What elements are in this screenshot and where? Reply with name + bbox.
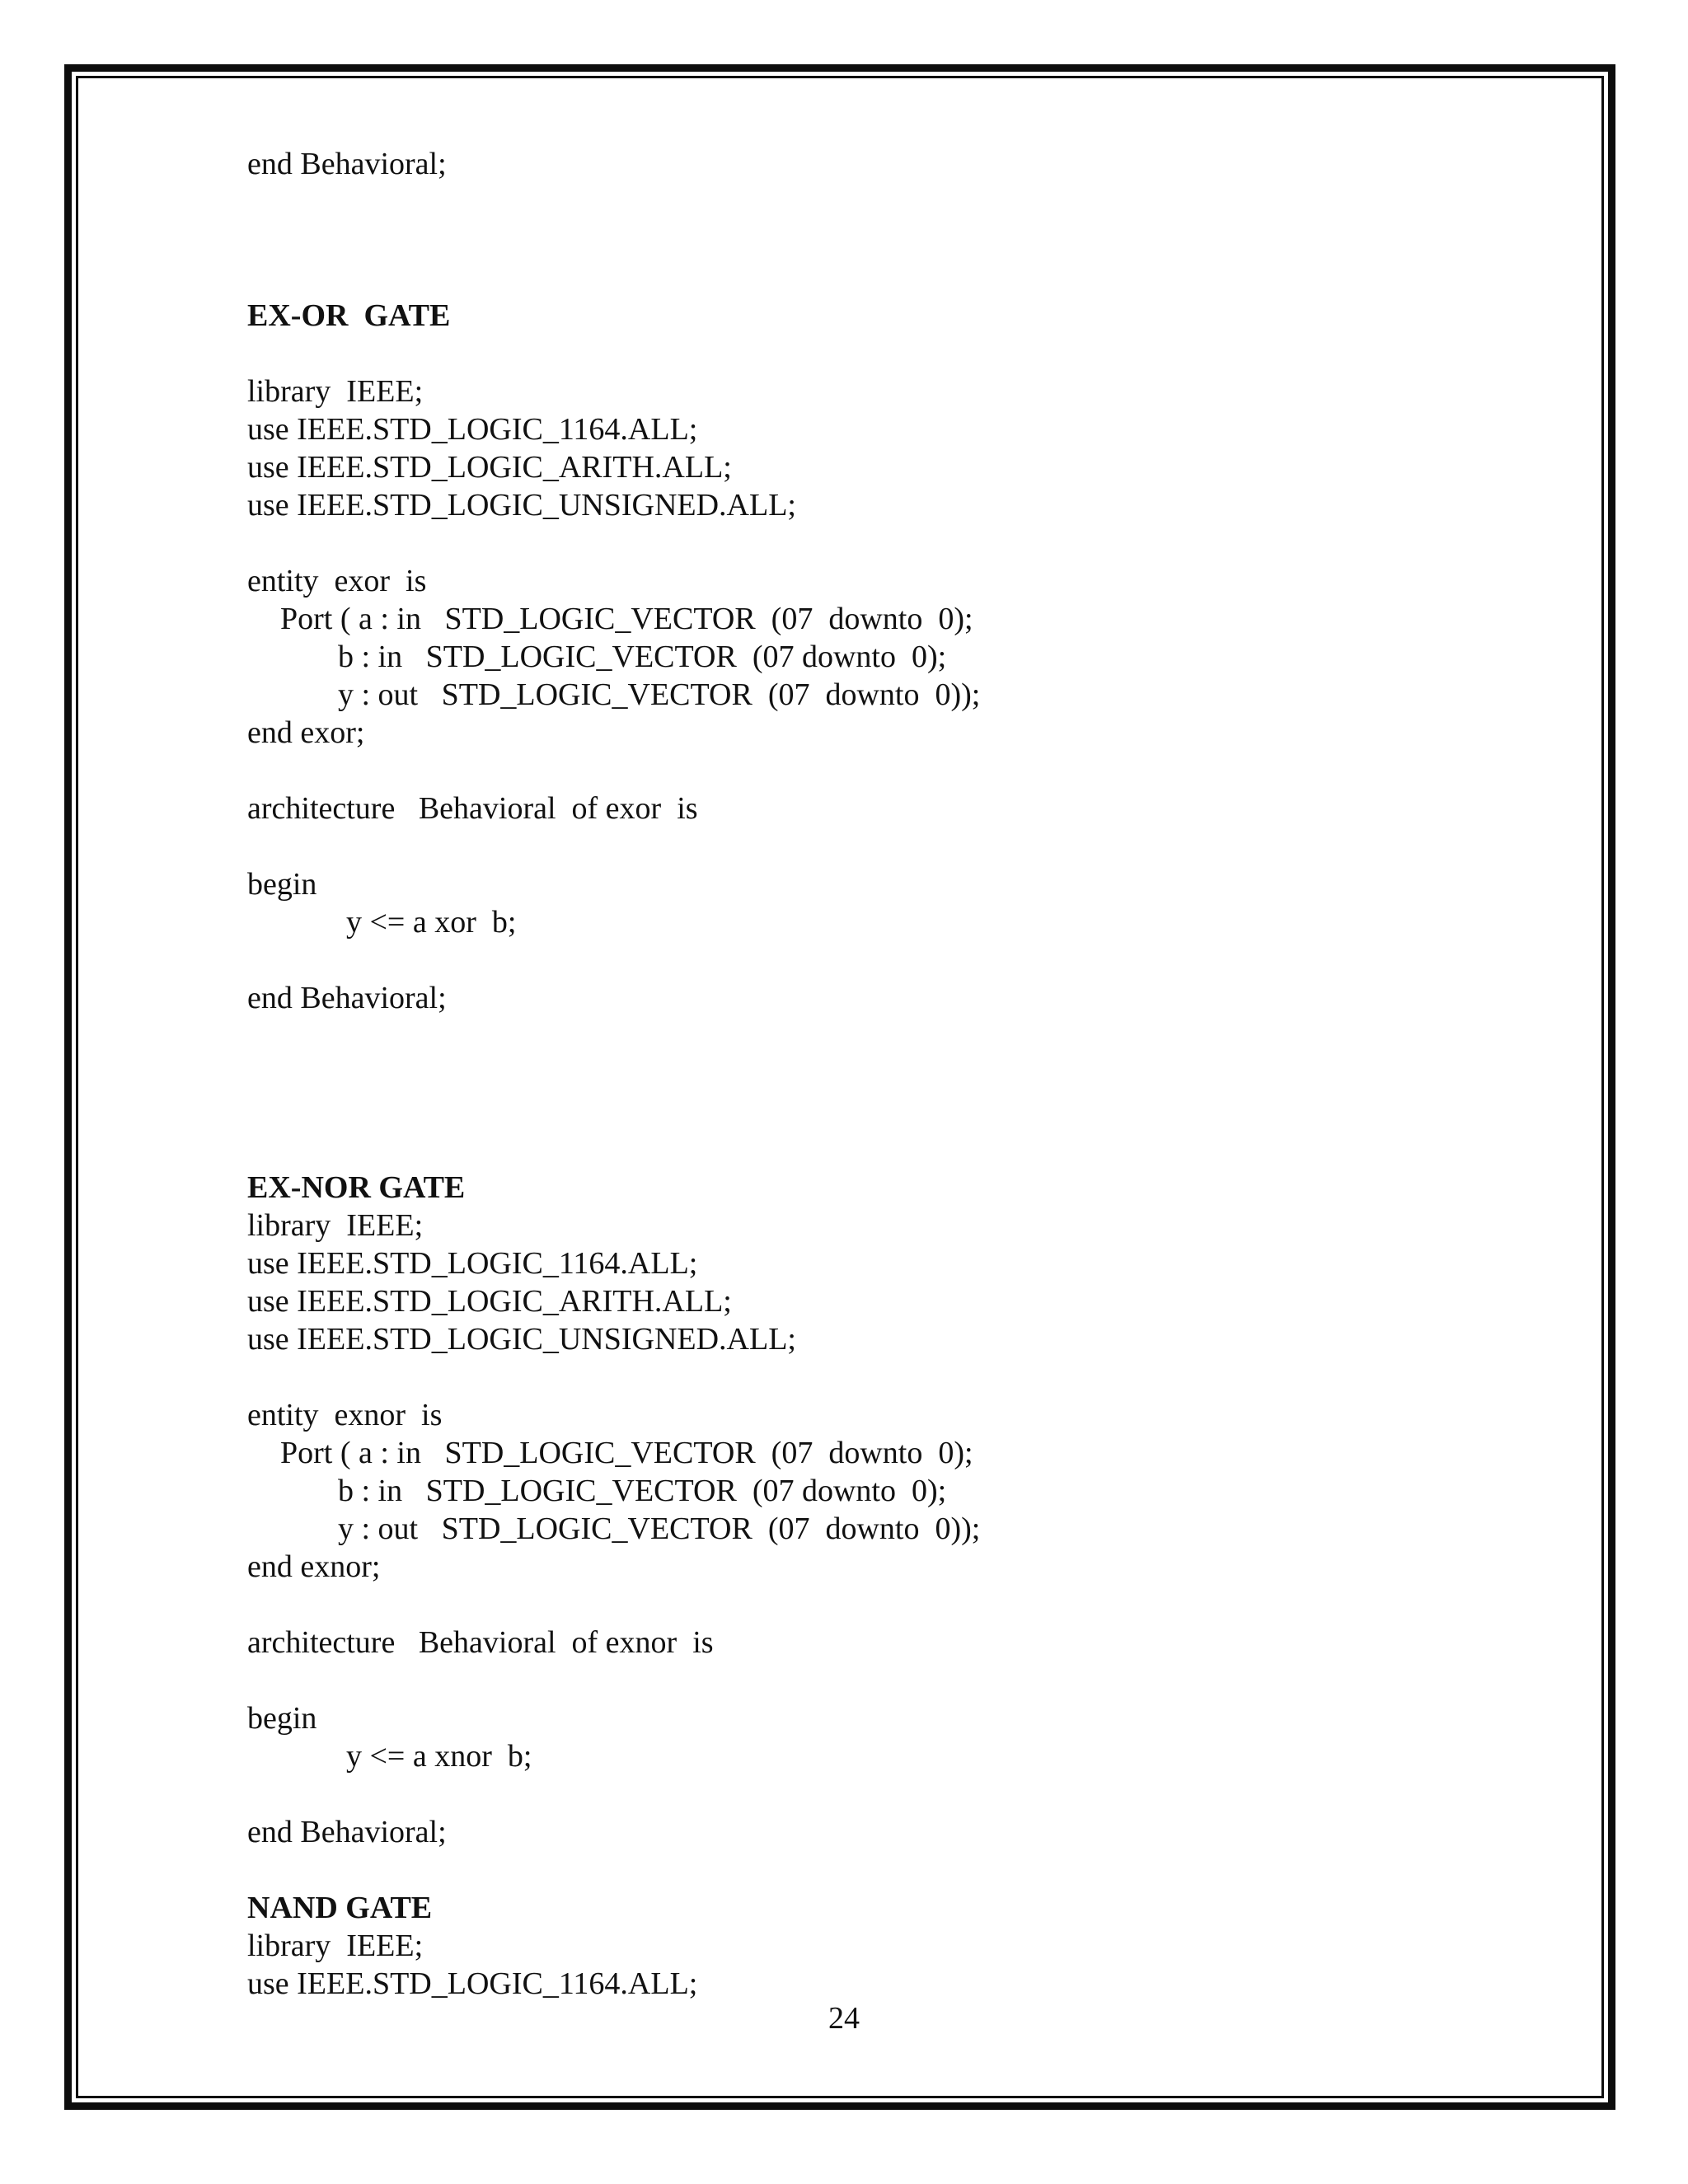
nand-gate-section xyxy=(247,1889,1525,2003)
code-line: use IEEE.STD_LOGIC_UNSIGNED.ALL; xyxy=(247,1322,796,1357)
code-line: use IEEE.STD_LOGIC_1164.ALL; xyxy=(247,1246,698,1281)
code-line: entity exnor is xyxy=(247,1398,443,1432)
code-line: library IEEE; xyxy=(247,1929,424,1963)
code-line: end Behavioral; xyxy=(247,147,447,181)
section-heading: EX-OR GATE xyxy=(247,298,451,333)
code-line: use IEEE.STD_LOGIC_ARITH.ALL; xyxy=(247,1284,732,1319)
code-line: architecture Behavioral of exor is xyxy=(247,791,698,826)
spacer xyxy=(247,827,1525,865)
code-line: end exnor; xyxy=(247,1549,381,1584)
code-line: y <= a xor b; xyxy=(346,905,517,940)
code-line: entity exor is xyxy=(247,564,427,598)
spacer xyxy=(247,941,1525,979)
section-heading: NAND GATE xyxy=(247,1891,433,1925)
spacer xyxy=(247,1358,1525,1396)
code-line: end exor; xyxy=(247,715,365,750)
section-heading: EX-NOR GATE xyxy=(247,1170,466,1205)
spacer xyxy=(247,524,1525,562)
code-line: library IEEE; xyxy=(247,1208,424,1243)
code-line: begin xyxy=(247,867,317,902)
code-line: Port ( a : in STD_LOGIC_VECTOR (07 downto 0); xyxy=(280,602,973,636)
code-line: b : in STD_LOGIC_VECTOR (07 downto 0); xyxy=(338,1474,947,1508)
code-line: use IEEE.STD_LOGIC_UNSIGNED.ALL; xyxy=(247,488,796,523)
code-line: use IEEE.STD_LOGIC_1164.ALL; xyxy=(247,1966,698,2001)
exnor-gate-section xyxy=(247,1169,1525,1851)
spacer xyxy=(247,1851,1525,1889)
code-line: b : in STD_LOGIC_VECTOR (07 downto 0); xyxy=(338,640,947,674)
spacer xyxy=(247,1586,1525,1624)
code-line: y <= a xnor b; xyxy=(346,1739,532,1774)
code-line: begin xyxy=(247,1701,317,1736)
spacer xyxy=(247,1775,1525,1813)
code-line: Port ( a : in STD_LOGIC_VECTOR (07 downto 0); xyxy=(280,1436,973,1470)
code-line: y : out STD_LOGIC_VECTOR (07 downto 0)); xyxy=(338,1511,981,1546)
spacer xyxy=(247,752,1525,790)
page-number: 24 xyxy=(828,2001,860,2036)
code-line: use IEEE.STD_LOGIC_ARITH.ALL; xyxy=(247,450,732,485)
code-line: use IEEE.STD_LOGIC_1164.ALL; xyxy=(247,412,698,447)
code-line: end Behavioral; xyxy=(247,981,447,1015)
code-line: y : out STD_LOGIC_VECTOR (07 downto 0)); xyxy=(338,677,981,712)
spacer xyxy=(247,1017,1525,1169)
code-line: end Behavioral; xyxy=(247,1815,447,1849)
spacer xyxy=(247,1661,1525,1699)
spacer xyxy=(247,183,1525,297)
document-body xyxy=(247,145,1525,2003)
code-line: library IEEE; xyxy=(247,374,424,409)
exor-gate-section xyxy=(247,297,1525,1017)
spacer xyxy=(247,335,1525,373)
code-line: architecture Behavioral of exnor is xyxy=(247,1625,714,1660)
